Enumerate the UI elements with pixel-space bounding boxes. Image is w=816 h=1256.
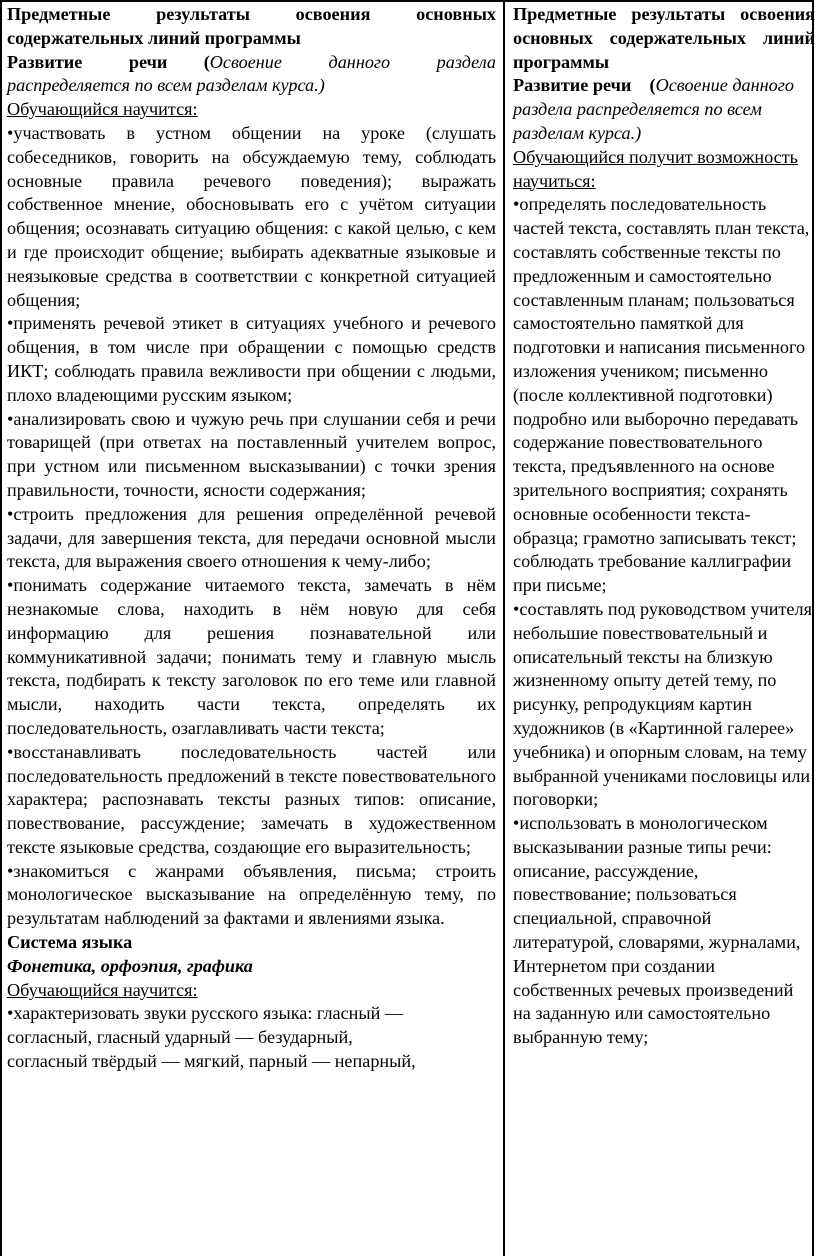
left-heading: Предметные результаты освоения основных содержательных линий программы [7,4,496,48]
left-item: •восстанавливать последовательность частей или последовательность предложений в тексте повествовательного характера; распознавать тексты разных типов: описание, повествование, рассуждение; замечать в художественном тексте языковые средства, создающие его выразительность; [7,741,496,857]
left-item: •участвовать в устном общении на уроке (слушать собеседников, говорить на обсуждаемую тему, соблюдать основные правила речевого поведения); выражать собственное мнение, обосновывать его с учётом ситуации общения; осознавать ситуацию общения: с какой целью, с кем и где происходит общение; выбирать адекватные языковые и неязыковые средства в соответствии с конкретной ситуацией общения; [7,122,496,310]
left-item: •знакомиться с жанрами объявления, письма; строить монологическое высказывание на определённую тему, по результатам наблюдений за фактами и явлениями языка. [7,860,496,929]
left-speech-paren: ( [203,51,210,72]
right-heading: Предметные результаты освоения основных содержательных линий программы [513,4,815,72]
left-item: •применять речевой этикет в ситуациях учебного и речевого общения, в том числе при обращении с помощью средств ИКТ; соблюдать правила вежливости при общении с людьми, плохо владеющими русским языком; [7,313,496,405]
left-speech-title: Развитие речи [7,51,168,72]
phonetics-title: Фонетика, орфоэпия, графика [7,955,253,976]
right-speech-title: Развитие речи [513,75,632,96]
right-column [513,3,815,1050]
left-learner-will: Обучающийся научится: [7,99,198,120]
right-speech-paren: ( [649,75,656,96]
right-item: •использовать в монологическом высказывании разные типы речи: описание, рассуждение, повествование; пользоваться специальной, справочной литературой, словарями, журналами, Интернетом при создании собственных речевых произведений на заданную или самостоятельно выбранную тему; [513,813,801,1048]
right-item: •определять последовательность частей текста, составлять план текста, составлять собственные тексты по предложенным и самостоятельно составленным планам; пользоваться самостоятельно памяткой для подготовки и написания письменного изложения учеником; письменно (после коллективной подготовки) подробно или выборочно передавать содержание повествовательного текста, предъявленного на основе зрительного восприятия; сохранять основные особенности текста-образца; грамотно записывать текст; соблюдать требование каллиграфии при письме; [513,194,810,596]
right-speech-section [513,74,815,145]
right-item: •составлять под руководством учителя небольшие повествовательный и описательный тексты на близкую жизненному опыту детей тему, по рисунку, репродукциям картин художников (в «Картинной галерее» учебника) и опорным словам, на тему выбранной учениками пословицы или поговорки; [513,598,812,810]
right-speech-note: Освоение данного раздела распределяется по всем разделам курса.) [513,75,794,143]
system-title: Система языка [7,932,133,953]
left-item: •строить предложения для решения определённой речевой задачи, для завершения текста, для передачи основной мысли текста, для выражения своего отношения к чему-либо; [7,503,496,572]
phonetics-line: •характеризовать звуки русского языка: гласный — [7,1003,404,1024]
left-item: •анализировать свою и чужую речь при слушании себя и речи товарищей (при ответах на поставленный учителем вопрос, при устном или письменном высказывании) с точки зрения правильности, точности, ясности содержания; [7,408,496,500]
left-item: •понимать содержание читаемого текста, замечать в нём незнакомые слова, находить в нём новую для себя информацию для решения познавательной или коммуникативной задачи; понимать тему и главную мысль текста, подбирать к тексту заголовок по его теме или главной мысли, находить части текста, определять их последовательность, озаглавливать части текста; [7,575,496,738]
phonetics-line: согласный твёрдый — мягкий, парный — непарный, [7,1051,416,1072]
left-speech-section [7,51,496,99]
column-divider [503,0,505,1256]
right-learner-opportunity: Обучающийся получит возможность научиться: [513,146,798,191]
phonetics-line: согласный, гласный ударный — безударный, [7,1027,353,1048]
left-speech-note: Освоение данного раздела распределяется по всем разделам курса.) [7,51,496,96]
left-learner-will-2: Обучающийся научится: [7,979,198,1000]
left-column [7,3,496,1074]
